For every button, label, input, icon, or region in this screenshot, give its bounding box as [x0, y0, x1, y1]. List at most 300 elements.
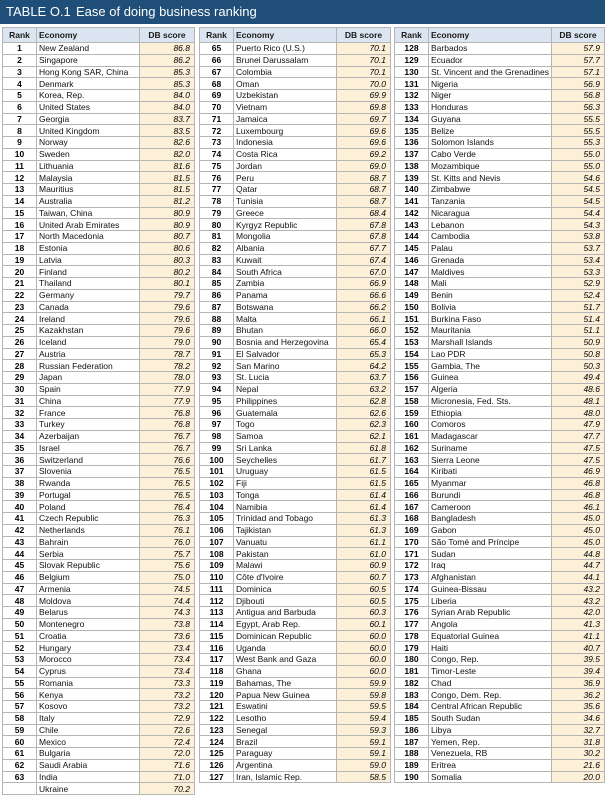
table-row	[395, 266, 605, 278]
rank-cell: 70	[200, 101, 234, 113]
table-row	[200, 137, 391, 149]
rank-cell: 157	[395, 383, 429, 395]
db-score-cell: 54.4	[551, 207, 604, 219]
table-row	[200, 665, 391, 677]
rank-cell: 53	[3, 654, 37, 666]
db-score-cell: 71.6	[140, 759, 195, 771]
economy-cell: Somalia	[429, 771, 552, 783]
rank-cell: 8	[3, 125, 37, 137]
db-score-cell: 59.5	[337, 701, 391, 713]
rank-cell: 183	[395, 689, 429, 701]
economy-cell: São Tomé and Príncipe	[429, 536, 552, 548]
table-row	[395, 184, 605, 196]
db-score-cell: 66.1	[337, 313, 391, 325]
economy-cell: Madagascar	[429, 430, 552, 442]
rank-cell: 9	[3, 137, 37, 149]
table-row	[3, 736, 195, 748]
table-row	[200, 172, 391, 184]
db-score-cell: 76.8	[140, 407, 195, 419]
table-row	[3, 618, 195, 630]
db-score-cell: 69.7	[337, 113, 391, 125]
db-score-cell: 73.3	[140, 677, 195, 689]
db-score-cell: 34.6	[551, 712, 604, 724]
db-score-cell: 66.6	[337, 289, 391, 301]
rank-cell: 170	[395, 536, 429, 548]
db-score-cell: 77.9	[140, 395, 195, 407]
table-row	[3, 219, 195, 231]
table-row	[3, 160, 195, 172]
db-score-cell: 61.1	[337, 536, 391, 548]
rank-cell: 6	[3, 101, 37, 113]
db-score-cell: 63.7	[337, 372, 391, 384]
rank-cell: 169	[395, 524, 429, 536]
economy-cell: Zambia	[234, 278, 337, 290]
table-row	[200, 195, 391, 207]
economy-cell: Lesotho	[234, 712, 337, 724]
db-score-cell: 50.3	[551, 360, 604, 372]
economy-cell: Austria	[37, 348, 140, 360]
rank-cell: 43	[3, 536, 37, 548]
economy-cell: Brunei Darussalam	[234, 54, 337, 66]
table-row	[3, 595, 195, 607]
economy-cell: Fiji	[234, 477, 337, 489]
db-score-cell: 60.0	[337, 642, 391, 654]
db-score-cell: 51.1	[551, 325, 604, 337]
rank-cell: 94	[200, 383, 234, 395]
economy-cell: Czech Republic	[37, 513, 140, 525]
table-row	[3, 254, 195, 266]
rank-cell: 99	[200, 442, 234, 454]
table-row	[3, 395, 195, 407]
db-score-cell: 60.0	[337, 630, 391, 642]
economy-cell: St. Kitts and Nevis	[429, 172, 552, 184]
db-score-cell: 20.0	[551, 771, 604, 783]
economy-cell: Iraq	[429, 560, 552, 572]
table-row	[395, 642, 605, 654]
rank-cell: 42	[3, 524, 37, 536]
db-score-cell: 80.6	[140, 242, 195, 254]
rank-cell: 141	[395, 195, 429, 207]
table-row	[3, 654, 195, 666]
db-score-cell: 76.8	[140, 419, 195, 431]
db-score-cell: 80.2	[140, 266, 195, 278]
economy-cell: Panama	[234, 289, 337, 301]
db-score-cell: 44.8	[551, 548, 604, 560]
economy-cell: Bulgaria	[37, 748, 140, 760]
rank-cell: 155	[395, 360, 429, 372]
economy-cell: Tonga	[234, 489, 337, 501]
rank-cell: 133	[395, 101, 429, 113]
db-score-cell: 52.9	[551, 278, 604, 290]
rank-cell: 58	[3, 712, 37, 724]
rank-cell: 172	[395, 560, 429, 572]
db-score-cell: 81.2	[140, 195, 195, 207]
rank-cell: 85	[200, 278, 234, 290]
economy-cell: Greece	[234, 207, 337, 219]
economy-cell: Montenegro	[37, 618, 140, 630]
economy-cell: Hungary	[37, 642, 140, 654]
rank-cell: 148	[395, 278, 429, 290]
header-db-score: DB score	[551, 28, 604, 43]
economy-cell: Angola	[429, 618, 552, 630]
table-row	[3, 560, 195, 572]
table-row	[395, 442, 605, 454]
db-score-cell: 59.8	[337, 689, 391, 701]
table-row	[200, 548, 391, 560]
rank-cell: 106	[200, 524, 234, 536]
rank-cell: 30	[3, 383, 37, 395]
db-score-cell: 82.0	[140, 148, 195, 160]
header-db-score: DB score	[337, 28, 391, 43]
table-row	[395, 219, 605, 231]
table-row	[3, 442, 195, 454]
economy-cell: Denmark	[37, 78, 140, 90]
table-row	[395, 113, 605, 125]
table-row	[3, 489, 195, 501]
db-score-cell: 73.2	[140, 689, 195, 701]
rank-cell: 3	[3, 66, 37, 78]
table-row	[3, 454, 195, 466]
table-row	[395, 454, 605, 466]
db-score-cell: 66.0	[337, 325, 391, 337]
rank-cell: 130	[395, 66, 429, 78]
table-row	[395, 231, 605, 243]
db-score-cell: 53.8	[551, 231, 604, 243]
db-score-cell: 65.4	[337, 336, 391, 348]
rank-cell: 83	[200, 254, 234, 266]
db-score-cell: 59.0	[337, 759, 391, 771]
db-score-cell: 72.0	[140, 748, 195, 760]
rank-cell: 164	[395, 466, 429, 478]
economy-cell: United States	[37, 101, 140, 113]
economy-cell: Mozambique	[429, 160, 552, 172]
rank-cell: 156	[395, 372, 429, 384]
db-score-cell: 78.7	[140, 348, 195, 360]
table-row	[200, 689, 391, 701]
economy-cell: Puerto Rico (U.S.)	[234, 43, 337, 55]
economy-cell: Hong Kong SAR, China	[37, 66, 140, 78]
economy-cell: Bolivia	[429, 301, 552, 313]
economy-cell: Serbia	[37, 548, 140, 560]
table-row	[3, 301, 195, 313]
rank-cell: 188	[395, 748, 429, 760]
rank-cell: 186	[395, 724, 429, 736]
rank-cell: 45	[3, 560, 37, 572]
table-row	[395, 524, 605, 536]
rank-cell: 119	[200, 677, 234, 689]
table-row	[395, 207, 605, 219]
table-row	[395, 571, 605, 583]
economy-cell: Pakistan	[234, 548, 337, 560]
rank-cell: 11	[3, 160, 37, 172]
table-row	[3, 348, 195, 360]
db-score-cell: 67.0	[337, 266, 391, 278]
rank-cell: 54	[3, 665, 37, 677]
economy-cell: Eritrea	[429, 759, 552, 771]
rank-cell: 24	[3, 313, 37, 325]
table-row	[3, 313, 195, 325]
economy-cell: Kyrgyz Republic	[234, 219, 337, 231]
table-row	[395, 313, 605, 325]
db-score-cell: 54.5	[551, 195, 604, 207]
economy-cell: Samoa	[234, 430, 337, 442]
db-score-cell: 55.0	[551, 148, 604, 160]
db-score-cell: 59.9	[337, 677, 391, 689]
table-row	[200, 701, 391, 713]
db-score-cell: 61.4	[337, 501, 391, 513]
table-row	[3, 43, 195, 55]
rank-cell: 149	[395, 289, 429, 301]
table-row	[395, 383, 605, 395]
rank-cell: 137	[395, 148, 429, 160]
economy-cell: Mongolia	[234, 231, 337, 243]
economy-cell: Mali	[429, 278, 552, 290]
db-score-cell: 84.0	[140, 101, 195, 113]
table-row	[200, 101, 391, 113]
table-row	[200, 348, 391, 360]
table-row	[200, 231, 391, 243]
table-row	[395, 278, 605, 290]
economy-cell: New Zealand	[37, 43, 140, 55]
economy-cell: Nepal	[234, 383, 337, 395]
table-row	[200, 242, 391, 254]
db-score-cell: 70.1	[337, 66, 391, 78]
table-row	[395, 195, 605, 207]
table-row	[200, 583, 391, 595]
economy-cell: Slovak Republic	[37, 560, 140, 572]
economy-cell: Libya	[429, 724, 552, 736]
table-row	[200, 513, 391, 525]
table-row	[395, 736, 605, 748]
db-score-cell: 36.2	[551, 689, 604, 701]
db-score-cell: 62.1	[337, 430, 391, 442]
table-row	[395, 724, 605, 736]
db-score-cell: 53.7	[551, 242, 604, 254]
economy-cell: Guinea-Bissau	[429, 583, 552, 595]
economy-cell: Ireland	[37, 313, 140, 325]
db-score-cell: 41.1	[551, 630, 604, 642]
table-row	[3, 430, 195, 442]
table-row	[395, 595, 605, 607]
table-row	[395, 54, 605, 66]
economy-cell: Ghana	[234, 665, 337, 677]
table-row	[3, 724, 195, 736]
economy-cell: Saudi Arabia	[37, 759, 140, 771]
table-row	[200, 395, 391, 407]
db-score-cell: 66.9	[337, 278, 391, 290]
table-row	[200, 430, 391, 442]
table-row	[3, 548, 195, 560]
economy-cell: Iran, Islamic Rep.	[234, 771, 337, 783]
rank-cell: 69	[200, 90, 234, 102]
economy-cell: Egypt, Arab Rep.	[234, 618, 337, 630]
table-row	[200, 489, 391, 501]
economy-cell: Jamaica	[234, 113, 337, 125]
economy-cell: Ecuador	[429, 54, 552, 66]
db-score-cell: 68.7	[337, 172, 391, 184]
rank-cell: 4	[3, 78, 37, 90]
db-score-cell: 67.8	[337, 219, 391, 231]
db-score-cell: 45.0	[551, 513, 604, 525]
rank-cell: 127	[200, 771, 234, 783]
table-row	[395, 712, 605, 724]
economy-cell: North Macedonia	[37, 231, 140, 243]
table-row	[395, 677, 605, 689]
rank-cell: 142	[395, 207, 429, 219]
economy-cell: Armenia	[37, 583, 140, 595]
db-score-cell: 43.2	[551, 595, 604, 607]
rank-cell: 20	[3, 266, 37, 278]
rank-cell: 123	[200, 724, 234, 736]
economy-cell: Singapore	[37, 54, 140, 66]
rank-cell: 61	[3, 748, 37, 760]
table-row	[3, 677, 195, 689]
economy-cell: Seychelles	[234, 454, 337, 466]
economy-cell: Romania	[37, 677, 140, 689]
table-row	[395, 348, 605, 360]
rank-cell: 19	[3, 254, 37, 266]
economy-cell: Azerbaijan	[37, 430, 140, 442]
db-score-cell: 61.7	[337, 454, 391, 466]
db-score-cell: 74.3	[140, 607, 195, 619]
table-row	[200, 407, 391, 419]
db-score-cell: 67.4	[337, 254, 391, 266]
db-score-cell: 39.4	[551, 665, 604, 677]
rank-cell: 118	[200, 665, 234, 677]
economy-cell: Malta	[234, 313, 337, 325]
rank-cell: 108	[200, 548, 234, 560]
economy-cell: Russian Federation	[37, 360, 140, 372]
table-row	[3, 607, 195, 619]
rank-cell: 168	[395, 513, 429, 525]
economy-cell: Nigeria	[429, 78, 552, 90]
economy-cell: Cambodia	[429, 231, 552, 243]
economy-cell: Georgia	[37, 113, 140, 125]
economy-cell: Syrian Arab Republic	[429, 607, 552, 619]
rank-cell: 180	[395, 654, 429, 666]
rank-cell: 7	[3, 113, 37, 125]
db-score-cell: 73.4	[140, 654, 195, 666]
db-score-cell: 80.1	[140, 278, 195, 290]
table-row	[3, 360, 195, 372]
table-row	[200, 43, 391, 55]
table-row	[3, 513, 195, 525]
table-row	[3, 148, 195, 160]
db-score-cell: 61.8	[337, 442, 391, 454]
economy-cell: Colombia	[234, 66, 337, 78]
table-row	[3, 101, 195, 113]
table-row	[3, 536, 195, 548]
economy-cell: Latvia	[37, 254, 140, 266]
db-score-cell: 69.0	[337, 160, 391, 172]
rank-cell: 26	[3, 336, 37, 348]
rank-cell: 2	[3, 54, 37, 66]
rank-cell: 35	[3, 442, 37, 454]
rank-cell: 126	[200, 759, 234, 771]
table-row	[3, 66, 195, 78]
rank-cell: 167	[395, 501, 429, 513]
db-score-cell: 75.7	[140, 548, 195, 560]
db-score-cell: 56.8	[551, 90, 604, 102]
table-row	[200, 595, 391, 607]
ranking-table-1	[2, 27, 195, 795]
db-score-cell: 56.3	[551, 101, 604, 113]
rank-cell: 14	[3, 195, 37, 207]
db-score-cell: 81.5	[140, 172, 195, 184]
db-score-cell: 81.6	[140, 160, 195, 172]
db-score-cell: 49.4	[551, 372, 604, 384]
economy-cell: Benin	[429, 289, 552, 301]
economy-cell: Iceland	[37, 336, 140, 348]
rank-cell: 171	[395, 548, 429, 560]
table-row	[200, 477, 391, 489]
table-row	[200, 618, 391, 630]
table-row	[3, 54, 195, 66]
economy-cell: Mauritania	[429, 325, 552, 337]
economy-cell: Qatar	[234, 184, 337, 196]
rank-cell: 176	[395, 607, 429, 619]
db-score-cell: 60.7	[337, 571, 391, 583]
db-score-cell: 60.5	[337, 583, 391, 595]
economy-cell: Portugal	[37, 489, 140, 501]
economy-cell: West Bank and Gaza	[234, 654, 337, 666]
table-row	[3, 207, 195, 219]
db-score-cell: 69.2	[337, 148, 391, 160]
rank-cell: 190	[395, 771, 429, 783]
table-row	[200, 442, 391, 454]
db-score-cell: 47.7	[551, 430, 604, 442]
rank-cell: 187	[395, 736, 429, 748]
rank-cell: 39	[3, 489, 37, 501]
db-score-cell: 60.3	[337, 607, 391, 619]
rank-cell: 102	[200, 477, 234, 489]
db-score-cell: 59.3	[337, 724, 391, 736]
db-score-cell: 85.3	[140, 66, 195, 78]
db-score-cell: 65.3	[337, 348, 391, 360]
table-row	[200, 654, 391, 666]
db-score-cell: 74.4	[140, 595, 195, 607]
economy-cell: Oman	[234, 78, 337, 90]
economy-cell: Solomon Islands	[429, 137, 552, 149]
rank-cell: 50	[3, 618, 37, 630]
db-score-cell: 76.6	[140, 454, 195, 466]
db-score-cell: 80.9	[140, 207, 195, 219]
db-score-cell: 68.4	[337, 207, 391, 219]
header-economy: Economy	[429, 28, 552, 43]
db-score-cell: 79.6	[140, 301, 195, 313]
rank-cell: 152	[395, 325, 429, 337]
economy-cell: Bosnia and Herzegovina	[234, 336, 337, 348]
economy-cell: Venezuela, RB	[429, 748, 552, 760]
economy-cell: Sierra Leone	[429, 454, 552, 466]
table-row	[200, 113, 391, 125]
table-row	[395, 360, 605, 372]
db-score-cell: 48.1	[551, 395, 604, 407]
table-row	[200, 125, 391, 137]
table-row	[395, 665, 605, 677]
db-score-cell: 41.3	[551, 618, 604, 630]
economy-cell: Norway	[37, 137, 140, 149]
rank-cell: 46	[3, 571, 37, 583]
rank-cell: 34	[3, 430, 37, 442]
db-score-cell: 83.5	[140, 125, 195, 137]
economy-cell: Argentina	[234, 759, 337, 771]
economy-cell: Haiti	[429, 642, 552, 654]
rank-cell: 18	[3, 242, 37, 254]
rank-cell: 181	[395, 665, 429, 677]
db-score-cell: 81.5	[140, 184, 195, 196]
economy-cell: Nicaragua	[429, 207, 552, 219]
